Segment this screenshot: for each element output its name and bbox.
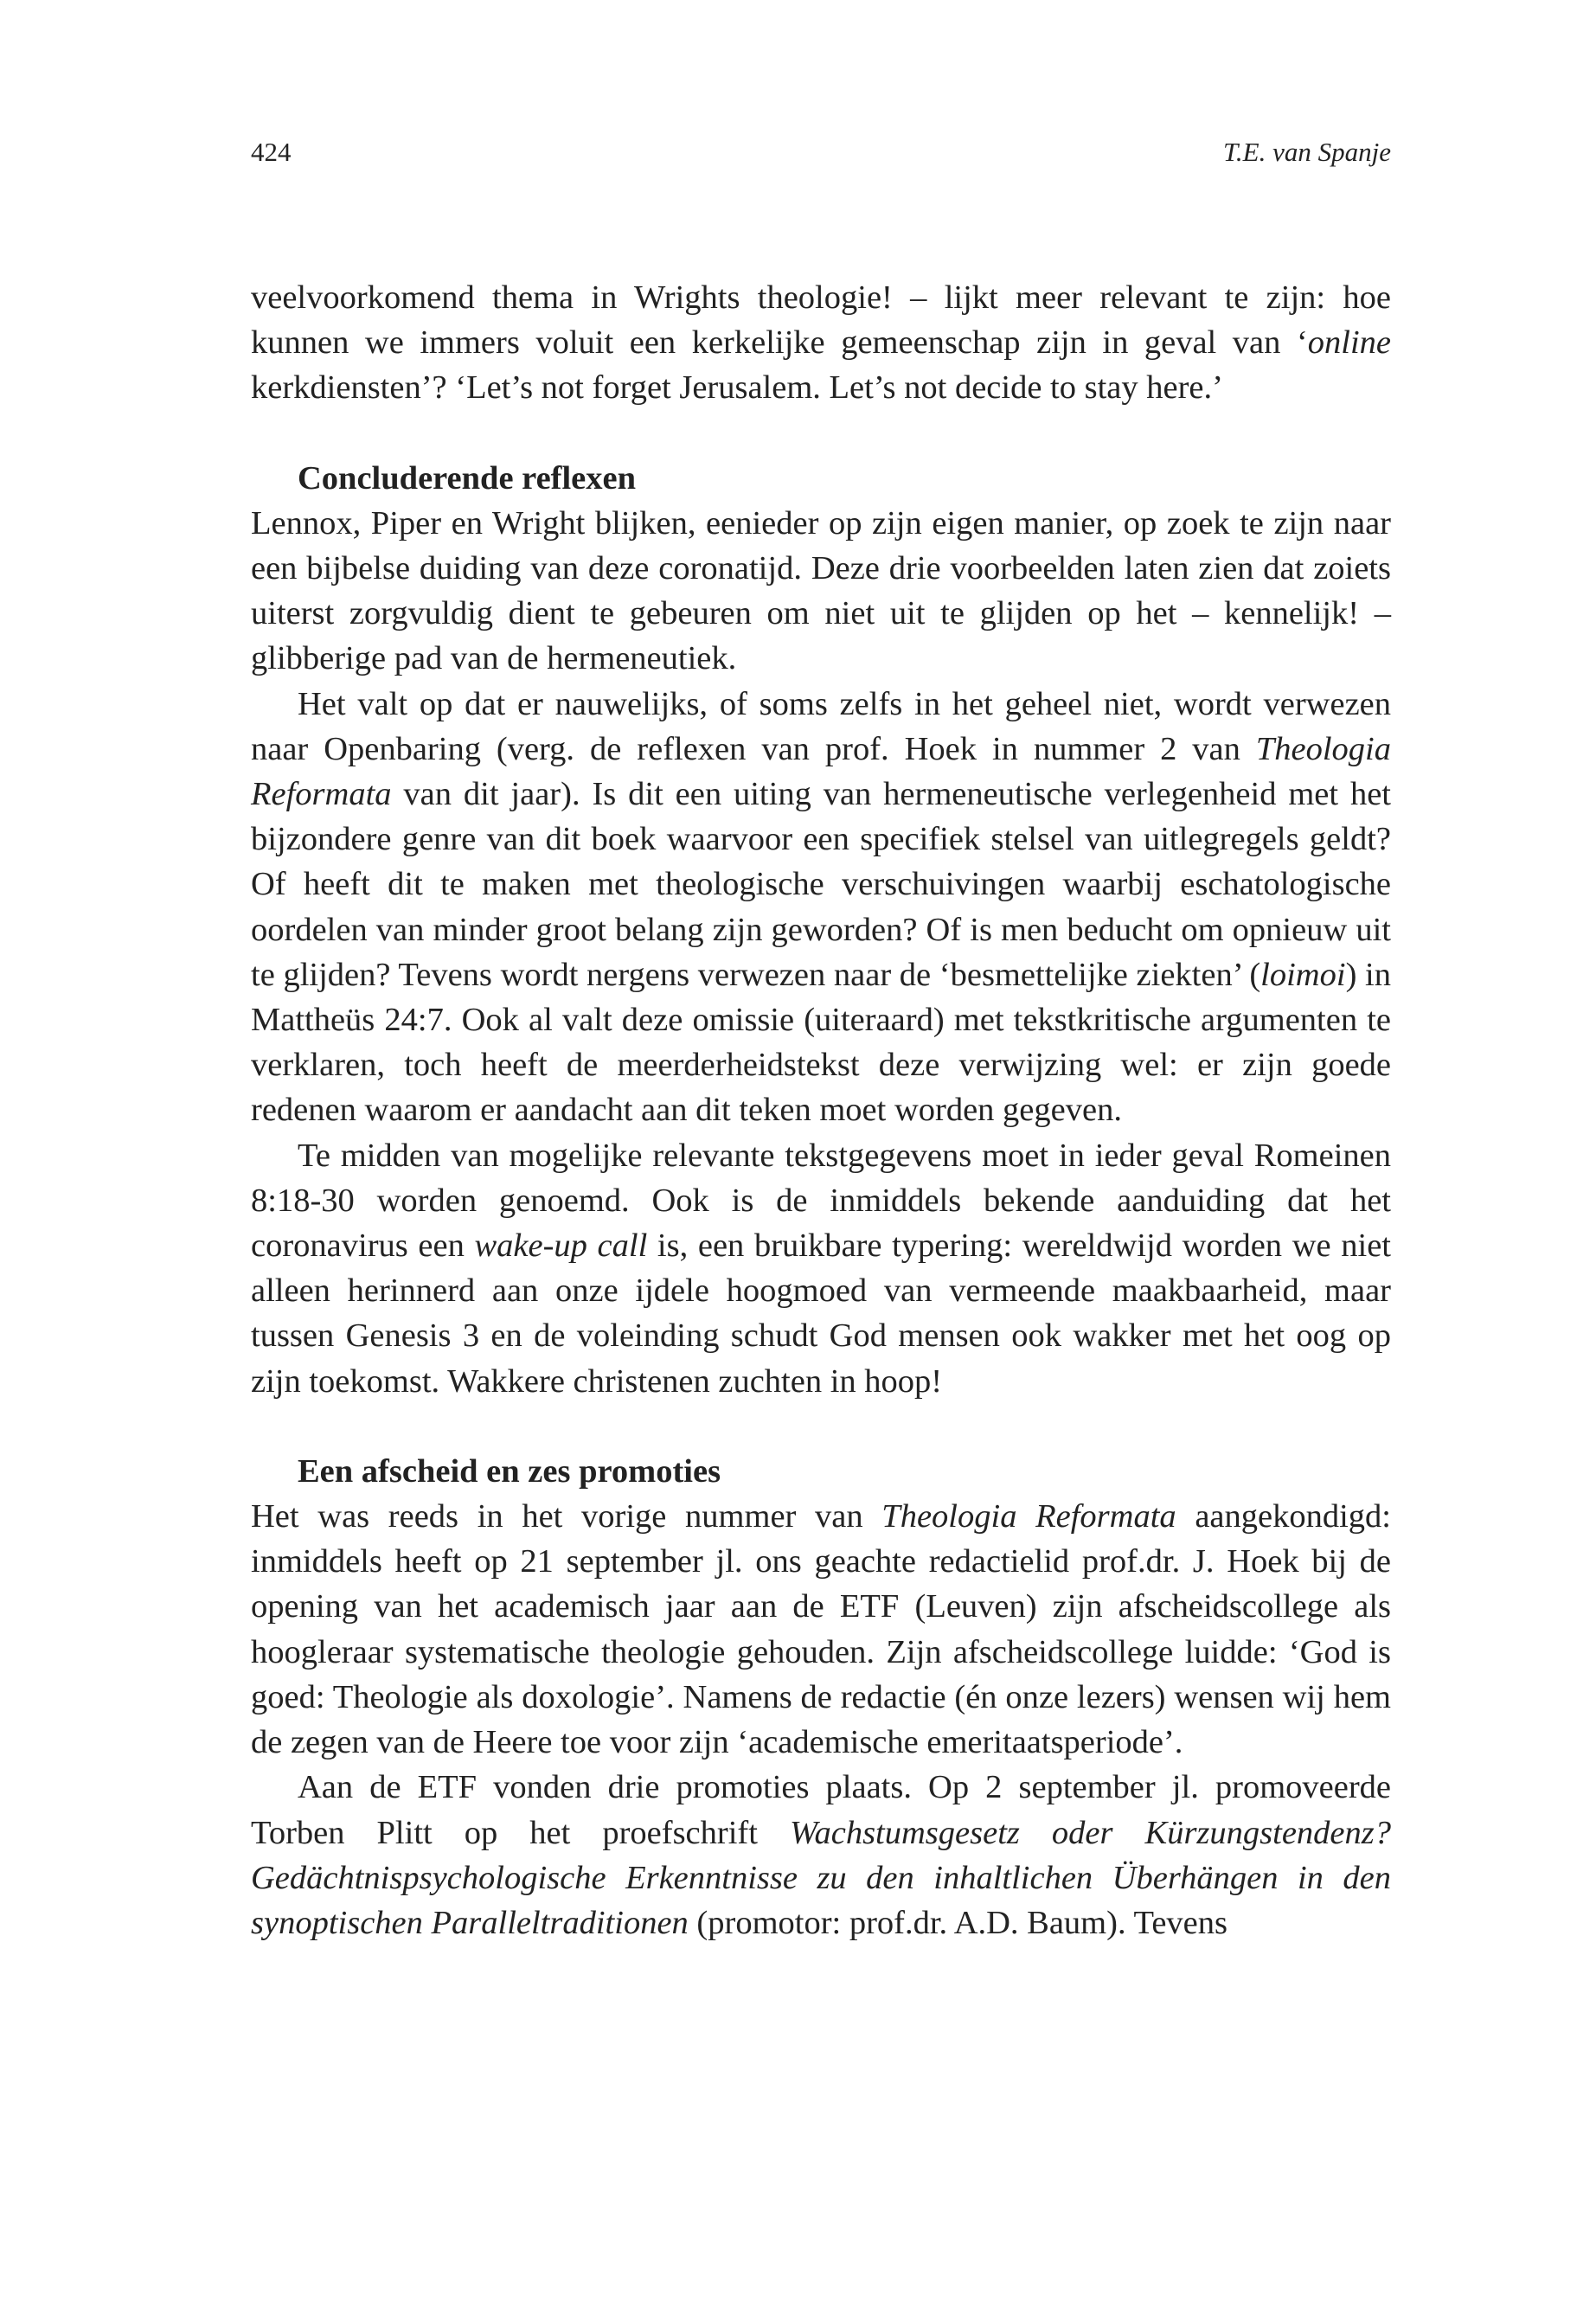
paragraph: Het valt op dat er nauwelijks, of soms zelfs in het geheel niet, wordt verwezen naar Openbaring (verg. de reflexen van prof. Hoek in nummer 2 van Theologia Reformata van dit jaar). Is dit een uiting van hermeneutische verlegenheid met het bijzondere genre van dit boek waarvoor een specifiek stelsel van uitlegregels geldt? Of heeft dit te maken met theologische verschuivingen waarbij eschatologische oordelen van minder groot belang zijn geworden? Of is men beducht om opnieuw uit te glijden? Tevens wordt nergens verwezen naar de ‘besmettelijke ziekten’ (loimoi) in Mattheüs 24:7. Ook al valt deze omissie (uiteraard) met tekstkritische argumenten te verklaren, toch heeft de meerderheidstekst deze verwijzing wel: er zijn goede redenen waarom er aandacht aan dit teken moet worden gegeven. — [251, 685, 1391, 1129]
paragraph: Aan de ETF vonden drie promoties plaats. Op 2 september jl. promoveerde Torben Plitt op het proefschrift Wachstumsgesetz oder Kürzungstendenz? Gedächtnispsychologische Erkenntnisse zu den inhaltlichen Überhängen in den synoptischen Paralleltraditionen (promotor: prof.dr. A.D. Baum). Tevens — [251, 1769, 1391, 1941]
paragraph: Lennox, Piper en Wright blijken, eenieder op zijn eigen manier, op zoek te zijn naar een bijbelse duiding van deze coronatijd. Deze drie voorbeelden laten zien dat zoiets uiterst zorgvuldig dient te gebeuren om niet uit te glijden op het – kennelijk! – glibberige pad van de hermeneutiek. — [251, 504, 1391, 677]
paragraph: Het was reeds in het vorige nummer van Theologia Reformata aangekondigd: inmiddels heeft op 21 september jl. ons geachte redactielid prof.dr. J. Hoek bij de opening van het academisch jaar aan de ETF (Leuven) zijn afscheidscollege als hoogleraar systematische theologie gehouden. Zijn afscheidscollege luidde: ‘God is goed: Theologie als doxologie’. Namens de redactie (én onze lezers) wensen wij hem de zegen van de Heere toe voor zijn ‘academische emeritaatsperiode’. — [251, 1498, 1391, 1761]
spacer — [251, 1404, 1391, 1449]
running-head-author: T.E. van Spanje — [1222, 137, 1391, 167]
paragraph-continuation: veelvoorkomend thema in Wrights theologie! – lijkt meer relevant te zijn: hoe kunnen we immers voluit een kerkelijke gemeenschap zijn in geval van ‘online kerkdiensten’? ‘Let’s not forget Jerusalem. Let’s not decide to stay here.’ — [251, 279, 1391, 407]
section-heading-afscheid: Een afscheid en zes promoties — [298, 1452, 721, 1490]
spacer — [251, 411, 1391, 456]
paragraph: Te midden van mogelijke relevante tekstgegevens moet in ieder geval Romeinen 8:18-30 worden genoemd. Ook is de inmiddels bekende aanduiding dat het coronavirus een wake-up call is, een bruikbare typering: wereldwijd worden we niet alleen herinnerd aan onze ijdele hoogmoed van vermeende maakbaarheid, maar tussen Genesis 3 en de voleinding schudt God mensen ook wakker met het oog op zijn toekomst. Wakkere christenen zuchten in hoop! — [251, 1137, 1391, 1400]
section-heading-concluderende: Concluderende reflexen — [298, 459, 637, 497]
running-header — [251, 137, 1391, 180]
page-number: 424 — [251, 137, 292, 167]
article-body — [251, 275, 1391, 1945]
